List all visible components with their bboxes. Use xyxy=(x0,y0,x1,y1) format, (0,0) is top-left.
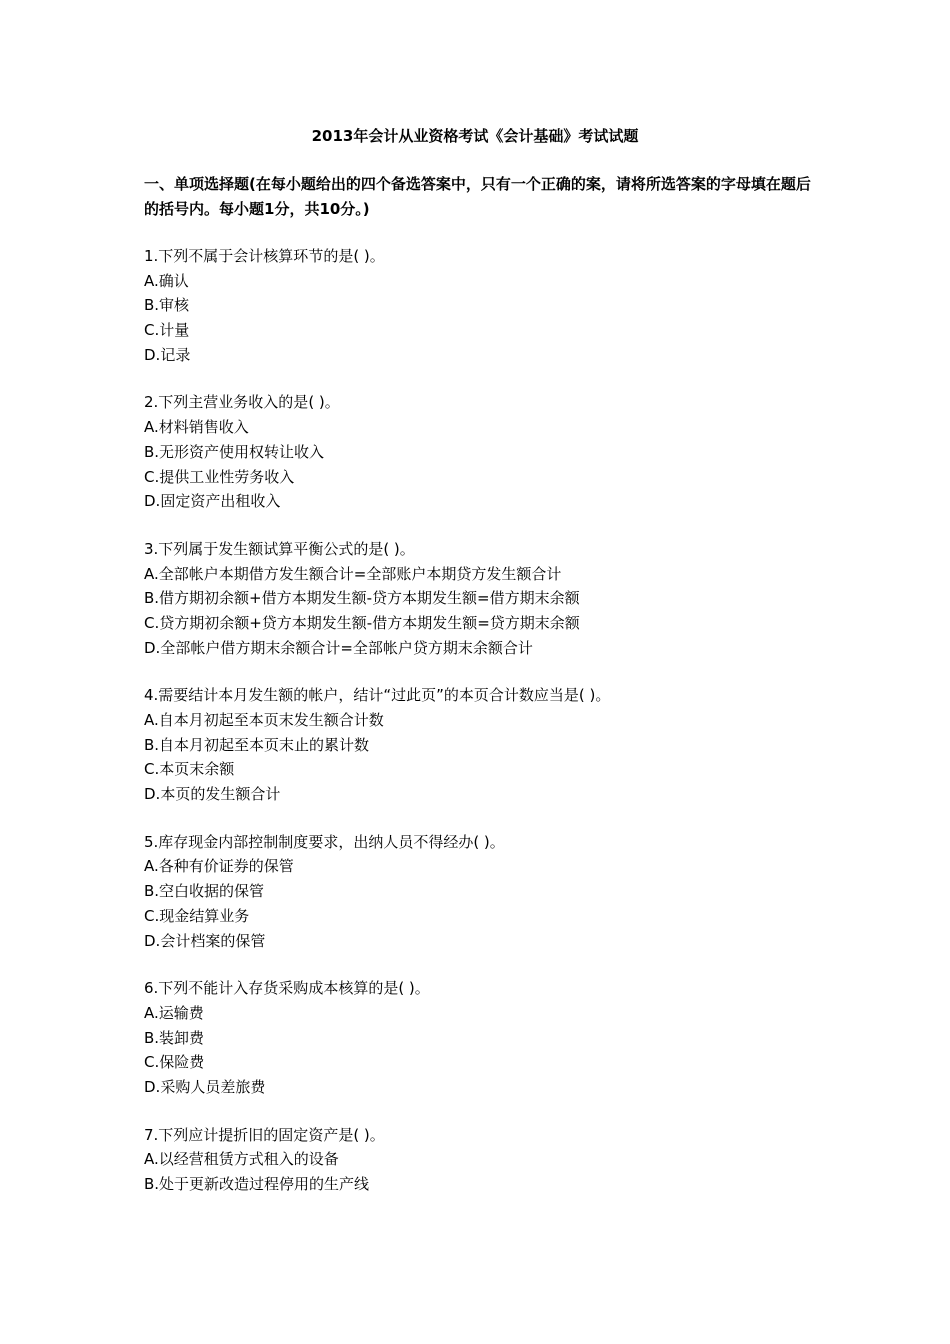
option-list xyxy=(144,1147,824,1196)
question-item xyxy=(144,830,824,953)
document-title: 2013年会计从业资格考试《会计基础》考试试题 xyxy=(311,127,639,145)
option-list xyxy=(144,269,824,368)
option-list xyxy=(144,708,824,807)
answer-option: A.确认 xyxy=(144,271,189,290)
question-stem: 2.下列主营业务收入的是( )。 xyxy=(144,393,340,412)
question-item xyxy=(144,683,824,806)
question-stem: 4.需要结计本月发生额的帐户，结计“过此页”的本页合计数应当是( )。 xyxy=(144,686,611,705)
answer-option: B.无形资产使用权转让收入 xyxy=(144,442,325,461)
answer-option: D.固定资产出租收入 xyxy=(144,492,281,511)
answer-option: A.各种有价证券的保管 xyxy=(144,857,294,876)
option-list xyxy=(144,562,824,661)
question-stem: 3.下列属于发生额试算平衡公式的是( )。 xyxy=(144,539,415,558)
answer-option: D.记录 xyxy=(144,345,191,364)
answer-option: B.处于更新改造过程停用的生产线 xyxy=(144,1175,370,1193)
answer-option: B.装卸费 xyxy=(144,1028,205,1047)
question-stem: 6.下列不能计入存货采购成本核算的是( )。 xyxy=(144,979,430,998)
option-list xyxy=(144,854,824,953)
answer-option: A.材料销售收入 xyxy=(144,418,249,437)
option-list xyxy=(144,415,824,514)
answer-option: A.运输费 xyxy=(144,1003,204,1022)
answer-option: A.全部帐户本期借方发生额合计=全部账户本期贷方发生额合计 xyxy=(144,564,562,583)
option-list xyxy=(144,1001,824,1100)
answer-option: C.提供工业性劳务收入 xyxy=(144,467,295,486)
answer-option: C.保险费 xyxy=(144,1053,205,1072)
answer-option: D.本页的发生额合计 xyxy=(144,785,281,804)
answer-option: B.自本月初起至本页末止的累计数 xyxy=(144,735,370,754)
question-stem: 7.下列应计提折旧的固定资产是( )。 xyxy=(144,1125,385,1144)
question-item xyxy=(144,244,824,367)
answer-option: C.贷方期初余额+贷方本期发生额-借方本期发生额=贷方期末余额 xyxy=(144,613,580,632)
question-item xyxy=(144,537,824,660)
question-item xyxy=(144,1123,824,1197)
question-item xyxy=(144,390,824,513)
answer-option: C.计量 xyxy=(144,321,190,340)
answer-option: A.以经营租赁方式租入的设备 xyxy=(144,1150,339,1169)
answer-option: C.本页末余额 xyxy=(144,760,235,779)
section-heading: 一、单项选择题(在每小题给出的四个备选答案中，只有一个正确的案，请将所选答案的字母填在题后的括号内。每小题1分，共10分。) xyxy=(144,175,811,218)
answer-option: B.借方期初余额+借方本期发生额-贷方本期发生额=借方期末余额 xyxy=(144,589,580,608)
question-item xyxy=(144,976,824,1099)
answer-option: D.采购人员差旅费 xyxy=(144,1077,266,1096)
answer-option: B.审核 xyxy=(144,296,190,315)
question-stem: 1.下列不属于会计核算环节的是( )。 xyxy=(144,247,385,265)
answer-option: A.自本月初起至本页末发生额合计数 xyxy=(144,711,384,729)
answer-option: B.空白收据的保管 xyxy=(144,882,265,901)
answer-option: C.现金结算业务 xyxy=(144,906,250,925)
question-list xyxy=(144,244,824,1220)
answer-option: D.会计档案的保管 xyxy=(144,931,266,950)
question-stem: 5.库存现金内部控制制度要求，出纳人员不得经办( )。 xyxy=(144,832,505,851)
answer-option: D.全部帐户借方期末余额合计=全部帐户贷方期末余额合计 xyxy=(144,638,533,657)
